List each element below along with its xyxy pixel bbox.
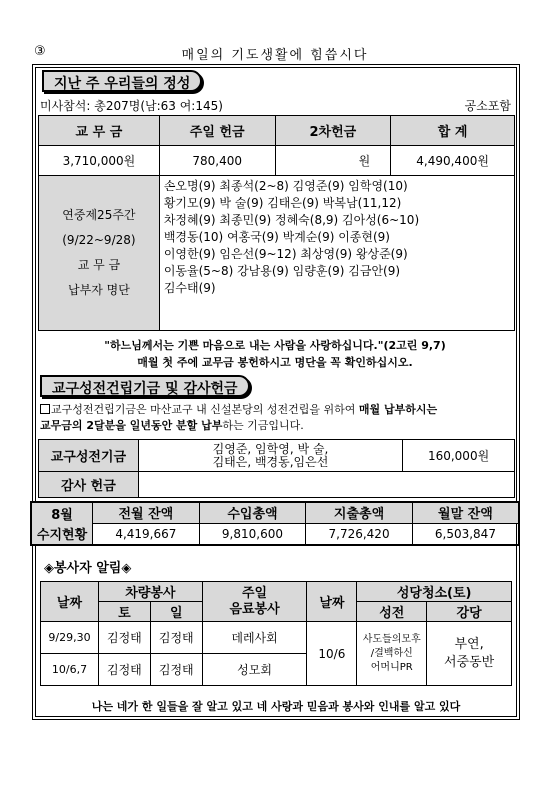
cleaning-hall: 부연, 서중동반 [427,622,512,686]
finance-col: 지출총액 [306,502,413,523]
col-header-cleaning: 성당청소(토) [357,582,512,602]
col-header-date: 날짜 [41,582,99,622]
contributor-line: 황기모(9) 박 술(9) 김태은(9) 박복남(11,12) [163,196,402,210]
contributor-line: 이동율(5~8) 강남용(9) 임량훈(9) 김금안(9) [163,264,401,278]
finance-value: 7,726,420 [306,523,413,545]
col-header-vehicle: 차량봉사 [98,582,202,602]
footer-scripture: 나는 네가 한 일들을 잘 알고 있고 네 사랑과 믿음과 봉사와 인내를 알고 있다 [91,700,461,713]
contributor-line: 손오명(9) 최종석(2~8) 김영준(9) 임학영(10) [163,179,408,193]
building-fund-notice [40,402,518,434]
volunteer-sat: 김정태 [98,622,150,654]
finance-col: 전월 잔액 [93,502,200,523]
amount-second: 원 [275,146,391,176]
period-line: 교 무 금 [77,258,121,272]
finance-col: 수입총액 [199,502,306,523]
checkbox-icon [40,404,50,414]
col-header-drink: 주일 음료봉사 [202,582,307,622]
notice-text: 하는 기금입니다. [222,419,304,432]
finance-row-label: 수지현황 [31,523,93,545]
finance-month: 8월 [31,502,93,523]
thanks-names [138,472,514,498]
fund-names [138,440,402,472]
volunteer-sun: 김정태 [150,654,202,686]
cleaning-sanctuary: 사도들의모후 /결백하신 어머니PR [357,622,427,686]
contributor-list [159,176,514,331]
finance-value: 4,419,667 [93,523,200,545]
contributor-line: 이영한(9) 임은선(9~12) 최상영(9) 왕상준(9) [163,247,408,261]
finance-value: 6,503,847 [412,523,519,545]
cleaning-date: 10/6 [307,622,357,686]
quote-line: "하느님께서는 기쁜 마음으로 내는 사람을 사랑하십니다."(2고린 9,7) [104,339,446,352]
volunteer-sat: 김정태 [98,654,150,686]
volunteer-date: 10/6,7 [41,654,99,686]
scripture-quote [35,337,515,371]
attendance-note: 공소포함 [464,99,511,113]
volunteer-drink: 성모회 [202,654,307,686]
notice-emphasis: 교무금의 2달분을 일년동안 분할 납부 [40,419,223,432]
notice-emphasis: 매월 납부하시는 [358,403,438,416]
col-header-sunday: 주일 헌금 [159,116,275,146]
finance-col: 월말 잔액 [412,502,519,523]
contributor-line: 김수태(9) [163,281,216,295]
volunteer-date: 9/29,30 [41,622,99,654]
amount-tithe: 3,710,000원 [39,146,160,176]
col-header-sat: 토 [98,602,150,622]
offering-section-title: 지난 주 우리들의 정성 [42,70,202,92]
page-title: 매일의 기도생활에 힘씁시다 [181,48,369,63]
fund-label: 교구성전기금 [39,440,139,472]
quote-reminder: 매월 첫 주에 교무금 봉헌하시고 명단을 꼭 확인하십시오. [137,356,413,369]
volunteers-title: ◈봉사자 알림◈ [44,561,132,576]
period-line: (9/22~9/28) [62,233,136,247]
col-header-second: 2차헌금 [275,116,391,146]
attendance-label: 미사참석: 총207명(남:63 여:145) [40,99,223,113]
fund-amount: 160,000원 [403,440,515,472]
page-number: ③ [34,44,46,59]
contributor-line: 차정혜(9) 최종민(9) 정혜숙(8,9) 김아성(6~10) [163,213,420,227]
finance-value: 9,810,600 [199,523,306,545]
offering-table [38,115,515,331]
volunteer-drink: 데레사회 [202,622,307,654]
amount-sunday: 780,400 [159,146,275,176]
fund-names-line: 김태은, 백경동,임은선 [212,454,329,469]
tithe-period-cell [39,176,160,331]
finance-table [30,501,520,546]
building-fund-table [38,439,515,498]
period-line: 연중제25주간 [62,208,136,222]
col-header-sanctuary: 성전 [357,602,427,622]
thanks-label: 감사 헌금 [39,472,139,498]
col-header-hall: 강당 [427,602,512,622]
contributor-line: 백경동(10) 여홍국(9) 박계순(9) 이종현(9) [163,230,390,244]
amount-total: 4,490,400원 [391,146,515,176]
volunteers-table [40,581,512,686]
building-fund-section-title: 교구성전건립기금 및 감사헌금 [40,375,250,397]
col-header-total: 합 계 [391,116,515,146]
period-line: 납부자 명단 [68,283,130,297]
col-header-sun: 일 [150,602,202,622]
col-header-date2: 날짜 [307,582,357,622]
attendance-line [40,97,515,114]
fund-names-line: 김영준, 임학영, 박 술, [212,441,329,456]
notice-text: 교구성전건립기금은 마산교구 내 신설본당의 성전건립을 위하여 [51,403,359,416]
volunteer-sun: 김정태 [150,622,202,654]
col-header-tithe: 교 무 금 [39,116,160,146]
